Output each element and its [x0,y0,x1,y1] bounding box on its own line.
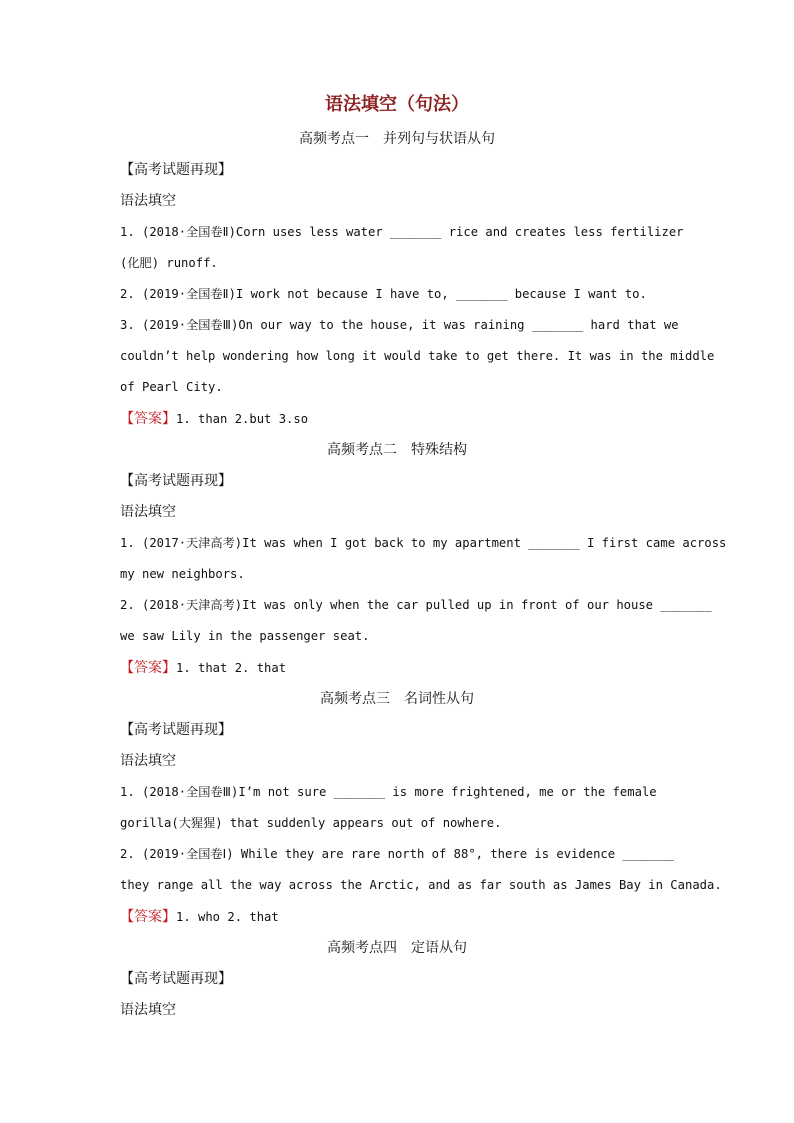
document-page [120,90,727,1026]
block-sublabel: 语法填空 [120,1002,176,1018]
section-heading: 高频考点三 名词性从句 [320,691,474,707]
section-3 [120,684,722,933]
question-line: gorilla(大猩猩) that suddenly appears out of nowhere. [120,816,502,830]
question-line: of Pearl City. [120,380,223,394]
question-line: (化肥) runoff. [120,256,218,270]
answer-tag: 【答案】 [120,411,176,427]
question-line: 2. (2019·全国卷Ⅰ) While they are rare north of 88°, there is evidence _______ [120,847,674,861]
section-heading: 高频考点一 并列句与状语从句 [299,131,495,147]
block-sublabel: 语法填空 [120,504,176,520]
section-4 [120,933,674,1026]
block-sublabel: 语法填空 [120,193,176,209]
answer-tag: 【答案】 [120,909,176,925]
answer-line [120,901,674,933]
answer-tag: 【答案】 [120,660,176,676]
block-label: 【高考试题再现】 [120,162,232,178]
answer-line [120,403,674,435]
section-heading: 高频考点四 定语从句 [327,940,467,956]
section-1 [120,124,715,435]
answer-line [120,652,674,684]
question-line: 2. (2018·天津高考)It was only when the car pulled up in front of our house _______ [120,598,712,612]
answer-text: 1. who 2. that [176,910,279,924]
question-line: 3. (2019·全国卷Ⅲ)On our way to the house, it was raining _______ hard that we [120,318,679,332]
block-label: 【高考试题再现】 [120,722,232,738]
question-line: 1. (2018·全国卷Ⅲ)I’m not sure _______ is more frightened, me or the female [120,785,657,799]
question-line: 2. (2019·全国卷Ⅱ)I work not because I have to, _______ because I want to. [120,287,647,301]
question-line: couldn’t help wondering how long it would take to get there. It was in the middle [120,349,715,363]
answer-text: 1. that 2. that [176,661,287,675]
question-line: 1. (2017·天津高考)It was when I got back to my apartment _______ I first came across [120,536,727,550]
question-line: 1. (2018·全国卷Ⅱ)Corn uses less water _______ rice and creates less fertilizer [120,225,684,239]
section-2 [120,435,727,684]
answer-text: 1. than 2.but 3.so [176,412,309,426]
block-label: 【高考试题再现】 [120,971,232,987]
document-title: 语法填空（句法） [325,94,469,115]
block-sublabel: 语法填空 [120,753,176,769]
question-line: we saw Lily in the passenger seat. [120,629,370,643]
block-label: 【高考试题再现】 [120,473,232,489]
question-line: my new neighbors. [120,567,245,581]
question-line: they range all the way across the Arctic, and as far south as James Bay in Canada. [120,878,722,892]
section-heading: 高频考点二 特殊结构 [327,442,467,458]
